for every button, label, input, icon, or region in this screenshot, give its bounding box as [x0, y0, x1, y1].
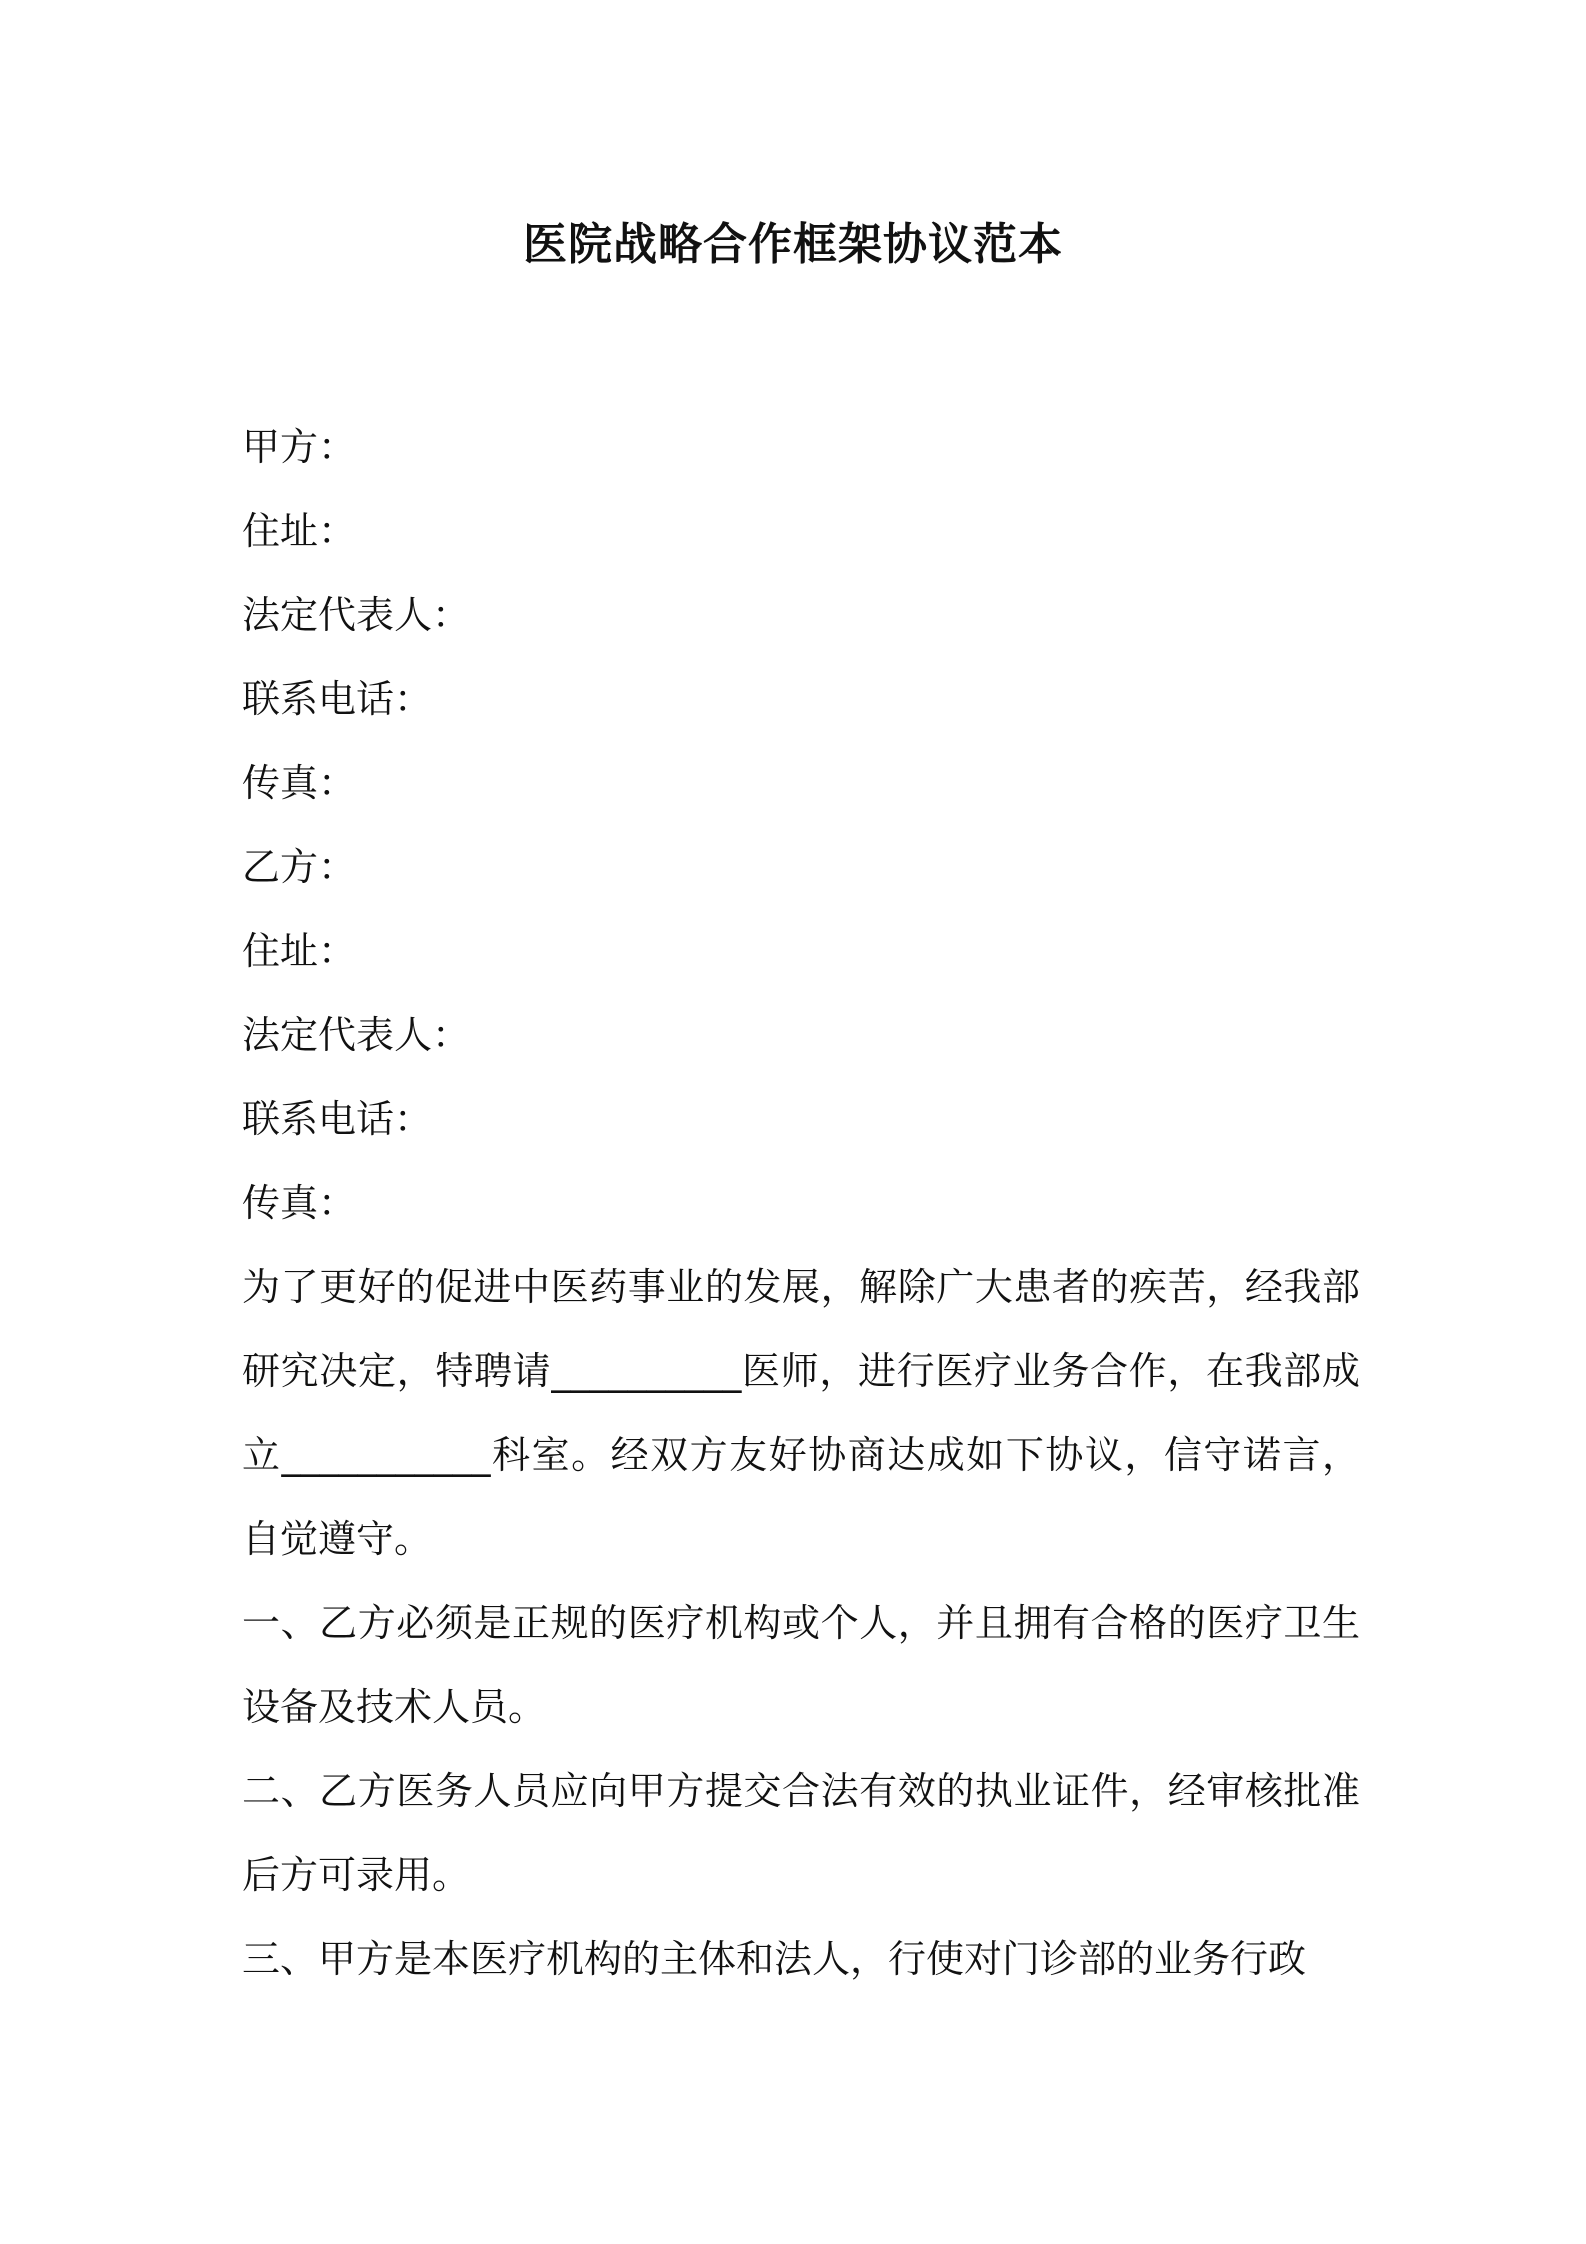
document-body [242, 405, 1360, 2001]
doctor-name-blank: __________ [551, 1349, 742, 1393]
document-title: 医院战略合作框架协议范本 [523, 219, 1063, 270]
party-a-legal-rep-label: 法定代表人： [242, 593, 471, 637]
party-b-fax-label: 传真： [242, 1181, 357, 1225]
party-b-phone-label: 联系电话： [242, 1097, 433, 1141]
intro-paragraph [242, 1245, 1360, 1581]
party-a-address-label: 住址： [242, 509, 357, 553]
clause-3: 三、甲方是本医疗机构的主体和法人，行使对门诊部的业务行政 [242, 1937, 1307, 1981]
party-a-fax-label: 传真： [242, 761, 357, 805]
intro-text-part3: 科室。经双方友好协商达成如下协议，信守诺言，自觉遵守。 [242, 1433, 1360, 1561]
party-a-label: 甲方： [242, 425, 357, 469]
party-a-phone-label: 联系电话： [242, 677, 433, 721]
department-name-blank: ___________ [281, 1433, 491, 1477]
clause-1: 一、乙方必须是正规的医疗机构或个人，并且拥有合格的医疗卫生设备及技术人员。 [242, 1601, 1360, 1729]
clause-2: 二、乙方医务人员应向甲方提交合法有效的执业证件，经审核批准后方可录用。 [242, 1769, 1360, 1897]
party-b-address-label: 住址： [242, 929, 357, 973]
intro-text-part2: 医师，进行医疗业务合作，在我部成立 [242, 1349, 1360, 1477]
party-b-label: 乙方： [242, 845, 357, 889]
party-b-legal-rep-label: 法定代表人： [242, 1013, 471, 1057]
intro-text-part1: 为了更好的促进中医药事业的发展，解除广大患者的疾苦，经我部研究决定，特聘请 [242, 1265, 1360, 1393]
